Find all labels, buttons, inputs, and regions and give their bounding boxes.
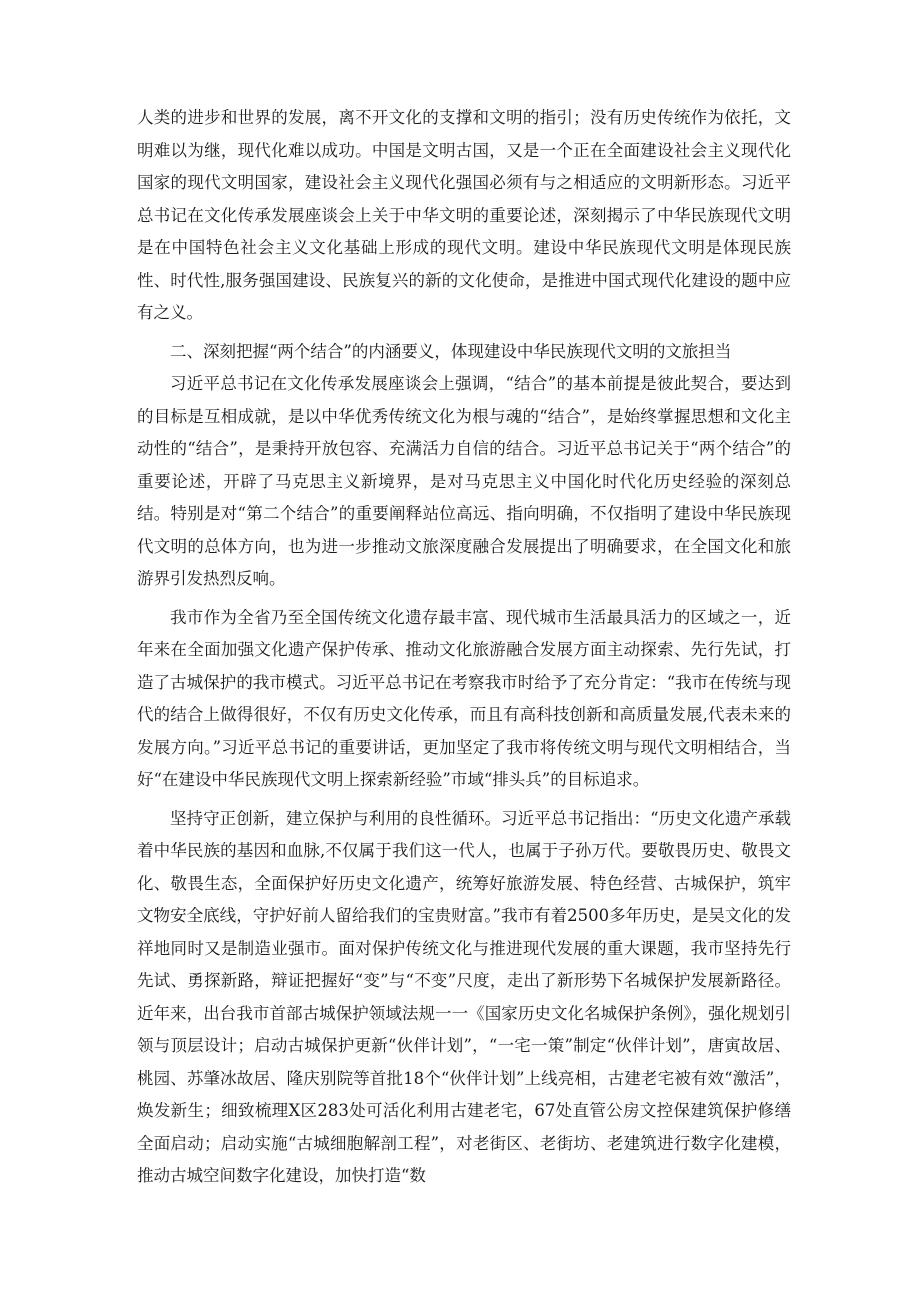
paragraph-two-combinations: 习近平总书记在文化传承发展座谈会上强调，“结合”的基本前提是彼此契合，要达到的目标是互相成就，是以中华优秀传统文化为根与魂的“结合”，是始终掌握思想和文化主动性的“结合”，是秉持开放包容、充满活力自信的结合。习近平总书记关于“两个结合”的重要论述，开辟了马克思主义新境界，是对马克思主义中国化时代化历史经验的深刻总结。特别是对“第二个结合”的重要阐释站位高远、指向明确，不仅指明了建设中华民族现代文明的总体方向，也为进一步推动文旅深度融合发展提出了明确要求，在全国文化和旅游界引发热烈反响。 xyxy=(137,374,791,588)
section-heading-two: 二、深刻把握“两个结合”的内涵要义，体现建设中华民族现代文明的文旅担当 xyxy=(170,341,732,361)
paragraph-innovation: 坚持守正创新，建立保护与利用的良性循环。习近平总书记指出：“历史文化遗产承载着中华民族的基因和血脉,不仅属于我们这一代人，也属于子孙万代。要敬畏历史、敬畏文化、敬畏生态，全面保护好历史文化遗产，统筹好旅游发展、特色经营、古城保护，筑牢文物安全底线，守护好前人留给我们的宝贵财富。”我市有着2500多年历史，是吴文化的发祥地同时又是制造业强市。面对保护传统文化与推进现代发展的重大课题，我市坚持先行先试、勇探新路，辩证把握好“变”与“不变”尺度，走出了新形势下名城保护发展新路径。近年来，出台我市首部古城保护领域法规一一《国家历史文化名城保护条例》，强化规划引领与顶层设计；启动古城保护更新“伙伴计划”，“一宅一策”制定“伙伴计划”，唐寅故居、桃园、苏肇冰故居、隆庆别院等首批18个“伙伴计划”上线亮相，古建老宅被有效“激活”，焕发新生；细致梳理X区283处可活化利用古建老宅，67处直管公房文控保建筑保护修缮全面启动；启动实施“古城细胞解剖工程”，对老街区、老街坊、老建筑进行数字化建模，推动古城空间数字化建设，加快打造“数 xyxy=(137,808,791,1185)
document-body xyxy=(137,102,791,1193)
paragraph-city-model: 我市作为全省乃至全国传统文化遗存最丰富、现代城市生活最具活力的区域之一，近年来在全面加强文化遗产保护传承、推动文化旅游融合发展方面主动探索、先行先试，打造了古城保护的我市模式。习近平总书记在考察我市时给予了充分肯定：“我市在传统与现代的结合上做得很好，不仅有历史文化传承，而且有高科技创新和高质量发展,代表未来的发展方向。”习近平总书记的重要讲话，更加坚定了我市将传统文明与现代文明相结合，当好“在建设中华民族现代文明上探索新经验”市域“排头兵”的目标追求。 xyxy=(137,607,791,789)
paragraph-intro: 人类的进步和世界的发展，离不开文化的支撑和文明的指引；没有历史传统作为依托，文明难以为继，现代化难以成功。中国是文明古国，又是一个正在全面建设社会主义现代化国家的现代文明国家，建设社会主义现代化强国必须有与之相适应的文明新形态。习近平总书记在文化传承发展座谈会上关于中华文明的重要论述，深刻揭示了中华民族现代文明是在中国特色社会主义文化基础上形成的现代文明。建设中华民族现代文明是体现民族性、时代性,服务强国建设、民族复兴的新的文化使命，是推进中国式现代化建设的题中应有之义。 xyxy=(137,108,791,322)
